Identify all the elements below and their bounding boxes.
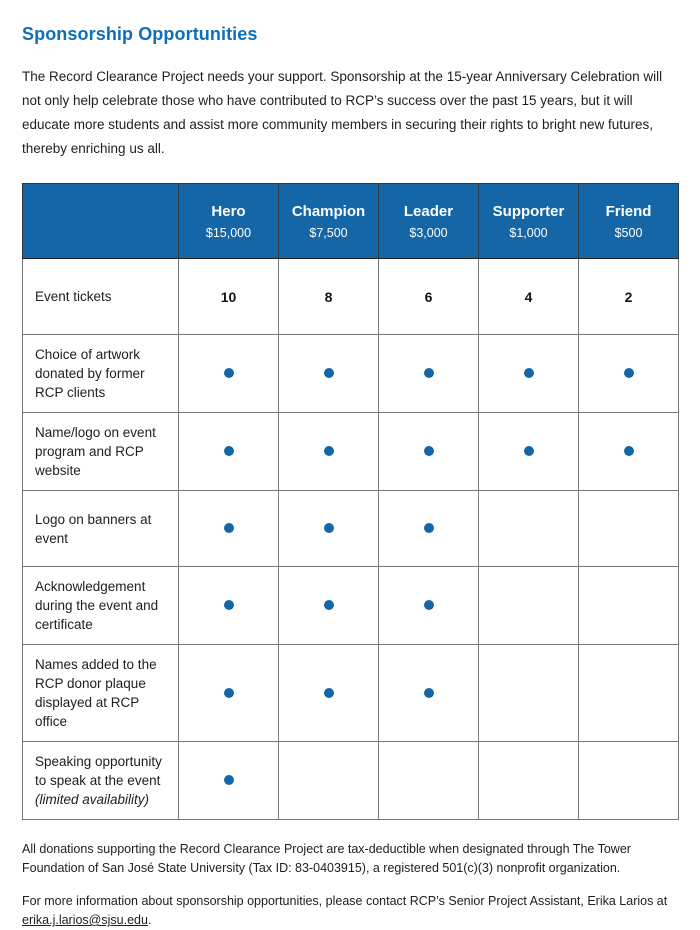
benefit-cell — [279, 335, 379, 413]
tier-header-empty-cell — [23, 184, 179, 259]
tier-header-friend — [579, 184, 679, 259]
sponsorship-table — [22, 183, 679, 820]
tax-note: All donations supporting the Record Clearance Project are tax-deductible when designated through The Tower Foundation of San José State University (Tax ID: 83-0403915), a registered 501(c)(3) nonprofit organization. — [22, 842, 631, 875]
contact-note-text: For more information about sponsorship opportunities, please contact RCP’s Senior Project Assistant, Erika Larios at — [22, 894, 668, 908]
tier-header-supporter — [479, 184, 579, 259]
benefit-cell — [479, 335, 579, 413]
benefit-cell — [179, 742, 279, 820]
benefit-label: Event tickets — [23, 259, 179, 335]
benefit-cell — [379, 742, 479, 820]
benefit-cell — [479, 491, 579, 567]
benefit-cell — [379, 567, 479, 645]
benefit-label: Speaking opportunity to speak at the event (limited availability) — [23, 742, 179, 820]
benefit-dot-icon — [624, 446, 634, 456]
benefit-cell — [479, 742, 579, 820]
benefit-dot-icon — [624, 368, 634, 378]
benefit-cell — [579, 645, 679, 742]
benefit-cell — [179, 413, 279, 491]
table-row — [23, 742, 679, 820]
benefit-cell — [479, 567, 579, 645]
benefit-cell — [379, 645, 479, 742]
table-body — [23, 259, 679, 820]
benefit-cell — [179, 567, 279, 645]
ticket-count-cell: 10 — [179, 259, 279, 335]
benefit-dot-icon — [224, 523, 234, 533]
benefit-label: Choice of artwork donated by former RCP clients — [23, 335, 179, 413]
benefit-cell — [279, 742, 379, 820]
benefit-cell — [179, 491, 279, 567]
benefit-cell — [579, 567, 679, 645]
table-row — [23, 645, 679, 742]
table-row — [23, 259, 679, 335]
ticket-count-cell: 6 — [379, 259, 479, 335]
tier-price: $7,500 — [309, 225, 348, 240]
contact-note-period: . — [147, 913, 152, 927]
tier-price: $500 — [614, 225, 643, 240]
benefit-dot-icon — [324, 368, 334, 378]
tier-header-champion — [279, 184, 379, 259]
contact-email-link[interactable]: erika.j.larios@sjsu.edu — [22, 913, 148, 927]
benefit-dot-icon — [224, 688, 234, 698]
benefit-label-note: (limited availability) — [35, 792, 150, 807]
table-row — [23, 567, 679, 645]
table-header — [23, 184, 679, 259]
benefit-dot-icon — [424, 446, 434, 456]
tier-price: $3,000 — [409, 225, 448, 240]
benefit-dot-icon — [424, 688, 434, 698]
tier-name: Supporter — [492, 202, 565, 220]
footnotes — [22, 840, 678, 930]
benefit-cell — [279, 645, 379, 742]
benefit-cell — [279, 413, 379, 491]
tier-header-hero — [179, 184, 279, 259]
benefit-dot-icon — [324, 523, 334, 533]
tier-price: $15,000 — [205, 225, 252, 240]
benefit-label: Logo on banners at event — [23, 491, 179, 567]
tier-name: Leader — [403, 202, 454, 220]
benefit-dot-icon — [424, 368, 434, 378]
benefit-dot-icon — [324, 600, 334, 610]
benefit-dot-icon — [424, 523, 434, 533]
benefit-label: Name/logo on event program and RCP website — [23, 413, 179, 491]
benefit-cell — [279, 491, 379, 567]
benefit-cell — [579, 491, 679, 567]
benefit-cell — [379, 491, 479, 567]
benefit-cell — [379, 335, 479, 413]
ticket-count-cell: 2 — [579, 259, 679, 335]
benefit-label: Acknowledgement during the event and certificate — [23, 567, 179, 645]
benefit-cell — [579, 413, 679, 491]
tier-header-row — [23, 184, 679, 259]
benefit-cell — [179, 335, 279, 413]
benefit-dot-icon — [224, 600, 234, 610]
benefit-cell — [579, 335, 679, 413]
table-row — [23, 413, 679, 491]
tier-name: Champion — [291, 202, 366, 220]
benefit-dot-icon — [324, 688, 334, 698]
tier-name: Hero — [211, 202, 246, 220]
benefit-cell — [179, 645, 279, 742]
benefit-label: Names added to the RCP donor plaque displayed at RCP office — [23, 645, 179, 742]
benefit-cell — [579, 742, 679, 820]
table-row — [23, 491, 679, 567]
tier-price: $1,000 — [509, 225, 548, 240]
benefit-dot-icon — [224, 775, 234, 785]
tier-header-leader — [379, 184, 479, 259]
benefit-dot-icon — [424, 600, 434, 610]
benefit-cell — [479, 645, 579, 742]
contact-note — [22, 892, 678, 930]
intro-paragraph: The Record Clearance Project needs your support. Sponsorship at the 15-year Anniversary Celebration will not only help celebrate those who have contributed to RCP’s success over the past 15 years, but it will educate more students and assist more community members in securing their rights to bright new futures, thereby enriching us all. — [22, 69, 663, 156]
benefit-dot-icon — [324, 446, 334, 456]
ticket-count-cell: 4 — [479, 259, 579, 335]
benefit-cell — [379, 413, 479, 491]
ticket-count-cell: 8 — [279, 259, 379, 335]
table-row — [23, 335, 679, 413]
benefit-dot-icon — [224, 446, 234, 456]
tier-name: Friend — [605, 202, 652, 220]
benefit-dot-icon — [524, 446, 534, 456]
benefit-cell — [279, 567, 379, 645]
page-title: Sponsorship Opportunities — [22, 24, 258, 44]
benefit-cell — [479, 413, 579, 491]
benefit-dot-icon — [524, 368, 534, 378]
benefit-dot-icon — [224, 368, 234, 378]
